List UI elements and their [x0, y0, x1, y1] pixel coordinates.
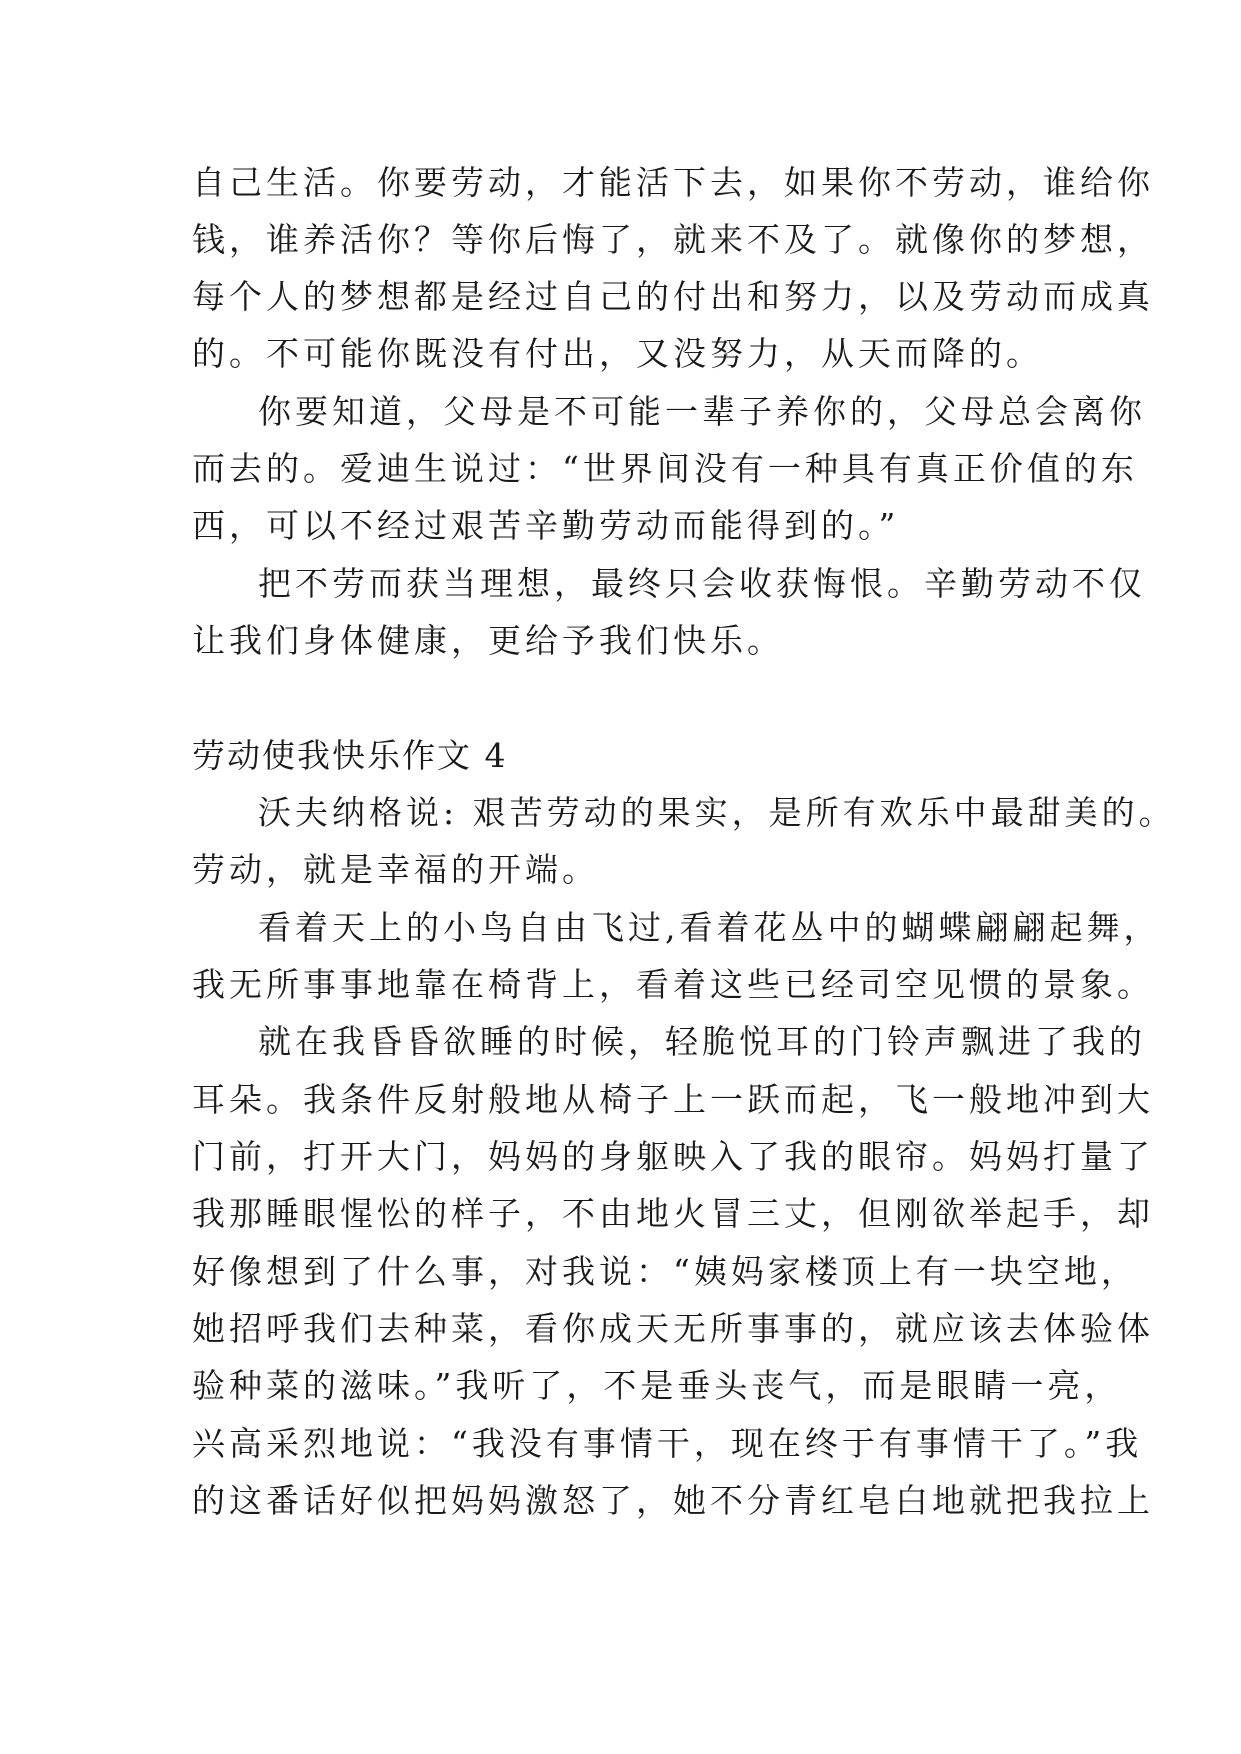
paragraph-line: 兴高采烈地说：“我没有事情干，现在终于有事情干了。”我 — [192, 1424, 1143, 1463]
paragraph-line: 耳朵。我条件反射般地从椅子上一跃而起，飞一般地冲到大 — [192, 1080, 1154, 1119]
paragraph-line: 西，可以不经过艰苦辛勤劳动而能得到的。” — [192, 506, 900, 545]
paragraph-line: 而去的。爱迪生说过：“世界间没有一种具有真正价值的东 — [192, 449, 1138, 488]
paragraph-line: 门前，打开大门，妈妈的身躯映入了我的眼帘。妈妈打量了 — [192, 1137, 1154, 1176]
section-heading: 劳动使我快乐作文 4 — [192, 736, 508, 775]
paragraph-line: 沃夫纳格说: 艰苦劳动的果实，是所有欢乐中最甜美的。 — [258, 793, 1176, 832]
paragraph-line: 钱，谁养活你？等你后悔了，就来不及了。就像你的梦想， — [192, 220, 1154, 259]
paragraph-line: 每个人的梦想都是经过自己的付出和努力，以及劳动而成真 — [192, 277, 1154, 316]
paragraph-line: 就在我昏昏欲睡的时候，轻脆悦耳的门铃声飘进了我的 — [258, 1022, 1146, 1061]
paragraph-line: 把不劳而获当理想，最终只会收获悔恨。辛勤劳动不仅 — [258, 564, 1146, 603]
paragraph-line: 看着天上的小鸟自由飞过,看着花丛中的蝴蝶翩翩起舞， — [258, 908, 1161, 947]
paragraph-line: 好像想到了什么事，对我说：“姨妈家楼顶上有一块空地， — [192, 1252, 1138, 1291]
paragraph-line: 劳动，就是幸福的开端。 — [192, 850, 599, 889]
paragraph-line: 你要知道，父母是不可能一辈子养你的，父母总会离你 — [258, 392, 1146, 431]
paragraph-line: 验种菜的滋味。”我听了，不是垂头丧气，而是眼睛一亮， — [192, 1366, 1122, 1405]
paragraph-line: 我无所事事地靠在椅背上，看着这些已经司空见惯的景象。 — [192, 965, 1154, 1004]
paragraph-line: 让我们身体健康，更给予我们快乐。 — [192, 621, 784, 660]
paragraph-line: 她招呼我们去种菜，看你成天无所事事的，就应该去体验体 — [192, 1309, 1154, 1348]
paragraph-line: 的这番话好似把妈妈激怒了，她不分青红皂白地就把我拉上 — [192, 1481, 1154, 1520]
paragraph-line: 的。不可能你既没有付出，又没努力，从天而降的。 — [192, 334, 1043, 373]
paragraph-line: 我那睡眼惺忪的样子，不由地火冒三丈，但刚欲举起手，却 — [192, 1194, 1154, 1233]
paragraph-line: 自己生活。你要劳动，才能活下去，如果你不劳动，谁给你 — [192, 163, 1154, 202]
